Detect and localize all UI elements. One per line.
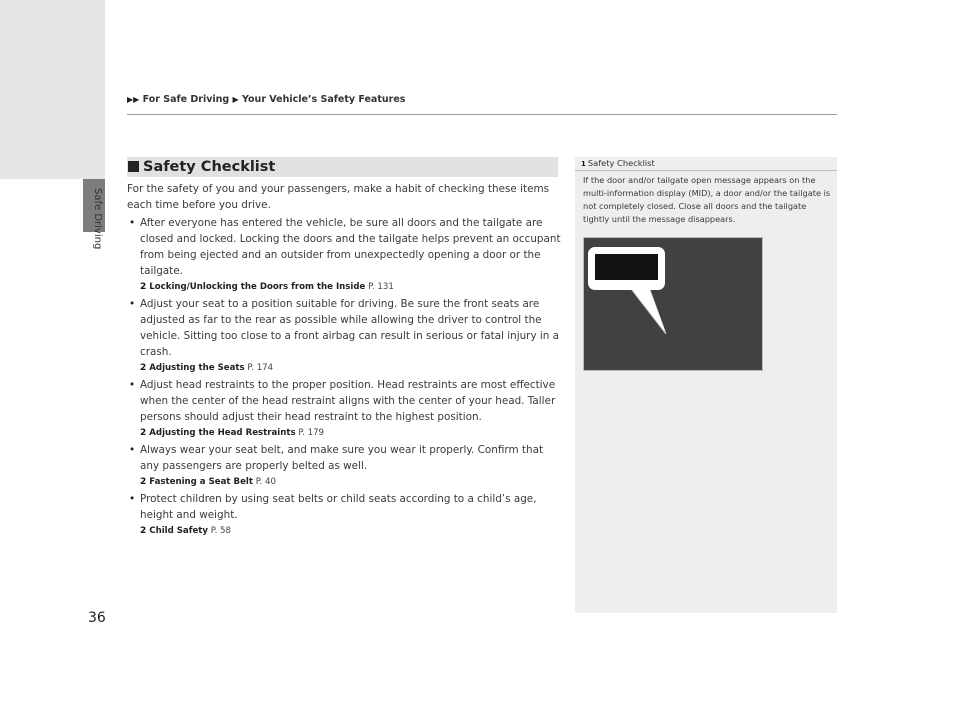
breadcrumb <box>127 94 405 105</box>
reference-page: P. 40 <box>255 477 276 487</box>
note-number: 1 <box>581 160 586 168</box>
reference-page: P. 179 <box>298 428 325 438</box>
note-divider <box>575 170 837 171</box>
reference-page: P. 131 <box>368 282 394 292</box>
reference-title: Adjusting the Seats <box>149 363 245 373</box>
mid-display-illustration <box>583 237 763 371</box>
section-side-label: Safe Driving <box>92 188 103 250</box>
list-item <box>127 442 562 474</box>
bullet-icon: • <box>129 493 136 505</box>
list-item-text: Adjust your seat to a position suitable for driving. Be sure the front seats are adjusted as far to the rear as possible while allowing the driver to control the vehicle. Sitting too close to a front airbag can result in serious or fatal injury in a crash. <box>140 298 560 358</box>
side-tab <box>0 0 105 179</box>
header-divider <box>127 114 837 115</box>
reference-title: Locking/Unlocking the Doors from the Inside <box>149 282 366 292</box>
list-item <box>127 377 562 425</box>
reference-arrow-icon: 2 <box>140 363 147 373</box>
cross-reference-link[interactable] <box>127 475 562 489</box>
breadcrumb-arrow-icon: ▶ <box>133 95 140 104</box>
bullet-icon: • <box>129 379 136 391</box>
section-title: Safety Checklist <box>143 159 276 175</box>
cross-reference-link[interactable] <box>127 280 562 294</box>
section-heading <box>127 157 558 177</box>
reference-title: Fastening a Seat Belt <box>149 477 253 487</box>
intro-paragraph: For the safety of you and your passengers, make a habit of checking these items each time before you drive. <box>127 183 550 211</box>
list-item <box>127 296 562 360</box>
reference-arrow-icon: 2 <box>140 477 147 487</box>
bullet-icon: • <box>129 217 136 229</box>
reference-arrow-icon: 2 <box>140 526 147 536</box>
breadcrumb-link[interactable]: Your Vehicle’s Safety Features <box>242 94 406 105</box>
list-item <box>127 491 562 523</box>
reference-page: P. 174 <box>247 363 274 373</box>
body-content <box>127 181 562 538</box>
cross-reference-link[interactable] <box>127 361 562 375</box>
list-item-text: Always wear your seat belt, and make sure you wear it properly. Confirm that any passengers are properly belted as well. <box>140 444 544 472</box>
bullet-icon: • <box>129 444 136 456</box>
display-callout-graphic <box>584 238 762 370</box>
reference-arrow-icon: 2 <box>140 428 147 438</box>
note-text: If the door and/or tailgate open message appears on the multi-information display (MID), a door and/or the tailgate is not completely closed. Close all doors and the tailgate tightly until the message disappears. <box>583 175 831 224</box>
list-item <box>127 215 562 279</box>
breadcrumb-link[interactable]: For Safe Driving <box>142 94 230 105</box>
bullet-icon: • <box>129 298 136 310</box>
reference-page: P. 58 <box>210 526 231 536</box>
list-item-text: Protect children by using seat belts or child seats according to a child’s age, height and weight. <box>140 493 537 521</box>
list-item-text: Adjust head restraints to the proper position. Head restraints are most effective when the center of the head restraint aligns with the center of your head. Taller persons should adjust their head restraint to the highest position. <box>140 379 556 423</box>
reference-title: Adjusting the Head Restraints <box>149 428 296 438</box>
list-item-text: After everyone has entered the vehicle, be sure all doors and the tailgate are closed and locked. Locking the doors and the tailgate helps prevent an occupant from being ejected and an outsider from unexpectedly opening a door or the tailgate. <box>140 217 561 277</box>
message-placeholder-bar <box>595 254 658 280</box>
note-title-text: Safety Checklist <box>587 158 655 168</box>
cross-reference-link[interactable] <box>127 426 562 440</box>
cross-reference-link[interactable] <box>127 524 562 538</box>
reference-arrow-icon: 2 <box>140 282 147 292</box>
page-number: 36 <box>88 610 106 626</box>
section-square-icon <box>128 161 139 172</box>
breadcrumb-arrow-icon: ▶ <box>232 95 239 104</box>
reference-title: Child Safety <box>149 526 208 536</box>
note-title <box>581 157 655 170</box>
breadcrumb-arrow-icon: ▶ <box>127 95 134 104</box>
